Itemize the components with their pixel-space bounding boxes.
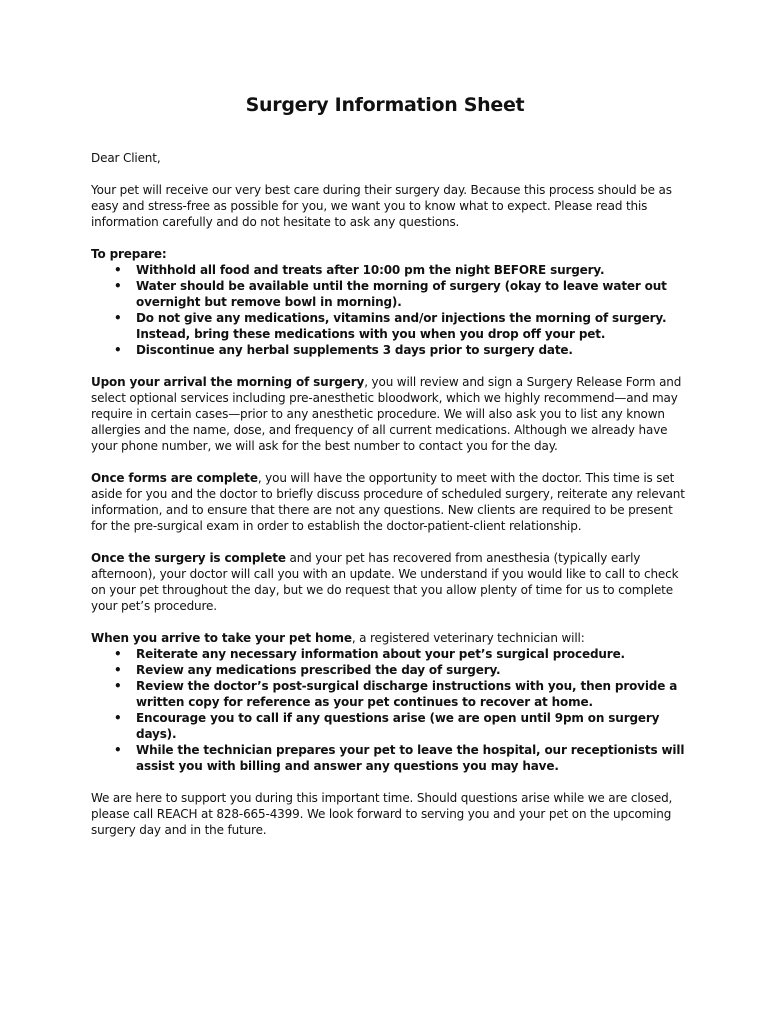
list-item-text: Water should be available until the morning of surgery (okay to leave water out overnight but remove bowl in morning). bbox=[136, 279, 667, 309]
arrival-text: , you will review and sign a Surgery Release Form and select optional services including pre-anesthetic bloodwork, which we highly recommend—and may require in certain cases—prior to any anesthetic procedure. We will also ask you to list any known allergies and the name, dose, and frequency of all current medications. Although we already have your phone number, we will ask for the best number to contact you for the day. bbox=[91, 375, 682, 453]
prepare-list bbox=[91, 262, 691, 358]
bullet-icon: • bbox=[114, 663, 122, 677]
arrival-lead: Upon your arrival the morning of surgery bbox=[91, 375, 365, 389]
forms-lead: Once forms are complete bbox=[91, 471, 258, 485]
greeting: Dear Client, bbox=[91, 151, 161, 165]
list-item-text: While the technician prepares your pet to leave the hospital, our receptionists will assist you with billing and answer any questions you may have. bbox=[136, 743, 685, 773]
pickup-paragraph bbox=[91, 630, 691, 646]
bullet-icon: • bbox=[114, 711, 122, 725]
bullet-icon: • bbox=[114, 647, 122, 661]
bullet-icon: • bbox=[114, 311, 122, 325]
closing-paragraph: We are here to support you during this important time. Should questions arise while we are closed, please call REACH at 828-665-4399. We look forward to serving you and your pet on the upcoming surgery day and in the future. bbox=[91, 791, 673, 837]
document-body bbox=[91, 150, 691, 854]
pickup-lead: When you arrive to take your pet home bbox=[91, 631, 352, 645]
bullet-icon: • bbox=[114, 279, 122, 293]
list-item bbox=[91, 278, 691, 310]
pickup-text: , a registered veterinary technician will: bbox=[351, 631, 585, 645]
page-title: Surgery Information Sheet bbox=[245, 94, 525, 116]
intro-paragraph: Your pet will receive our very best care during their surgery day. Because this process should be as easy and stress-free as possible for you, we want you to know what to expect. Please read this information carefully and do not hesitate to ask any questions. bbox=[91, 183, 672, 229]
list-item bbox=[91, 646, 691, 662]
list-item bbox=[91, 342, 691, 358]
list-item-text: Discontinue any herbal supplements 3 days prior to surgery date. bbox=[136, 343, 573, 357]
list-item-text: Review any medications prescribed the day of surgery. bbox=[136, 663, 501, 677]
list-item-text: Reiterate any necessary information about your pet’s surgical procedure. bbox=[136, 647, 625, 661]
bullet-icon: • bbox=[114, 679, 122, 693]
complete-paragraph bbox=[91, 550, 691, 614]
forms-paragraph bbox=[91, 470, 691, 534]
bullet-icon: • bbox=[114, 343, 122, 357]
list-item bbox=[91, 662, 691, 678]
list-item bbox=[91, 678, 691, 710]
list-item bbox=[91, 310, 691, 342]
list-item-text: Encourage you to call if any questions arise (we are open until 9pm on surgery days). bbox=[136, 711, 660, 741]
forms-text: , you will have the opportunity to meet with the doctor. This time is set aside for you and the doctor to briefly discuss procedure of scheduled surgery, reiterate any relevant information, and to ensure that there are not any questions. New clients are required to be present for the pre-surgical exam in order to establish the doctor-patient-client relationship. bbox=[91, 471, 685, 533]
list-item bbox=[91, 742, 691, 774]
list-item-text: Withhold all food and treats after 10:00 pm the night BEFORE surgery. bbox=[136, 263, 605, 277]
list-item-text: Do not give any medications, vitamins and/or injections the morning of surgery. Instead, bring these medications with you when you drop off your pet. bbox=[136, 311, 667, 341]
prepare-heading: To prepare: bbox=[91, 247, 167, 261]
bullet-icon: • bbox=[114, 743, 122, 757]
pickup-list bbox=[91, 646, 691, 774]
arrival-paragraph bbox=[91, 374, 691, 454]
bullet-icon: • bbox=[114, 263, 122, 277]
list-item bbox=[91, 710, 691, 742]
complete-lead: Once the surgery is complete bbox=[91, 551, 286, 565]
list-item-text: Review the doctor’s post-surgical discharge instructions with you, then provide a written copy for reference as your pet continues to recover at home. bbox=[136, 679, 678, 709]
list-item bbox=[91, 262, 691, 278]
complete-text: and your pet has recovered from anesthesia (typically early afternoon), your doctor will call you with an update. We understand if you would like to call to check on your pet throughout the day, but we do request that you allow plenty of time for us to complete your pet’s procedure. bbox=[91, 551, 679, 613]
